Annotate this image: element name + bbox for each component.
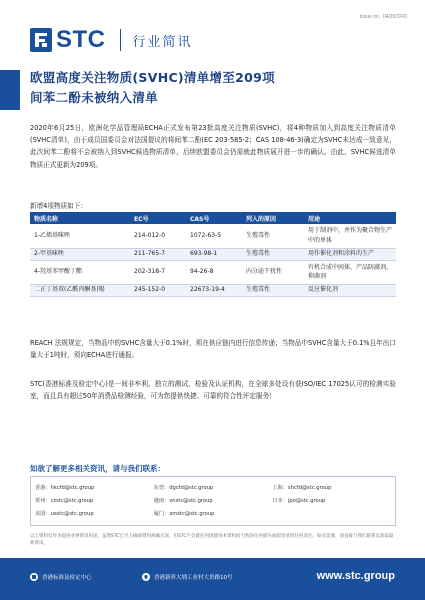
cell-reason: 生殖毒性 <box>242 248 304 260</box>
org-logo-icon <box>30 573 38 581</box>
col-header-ec: EC号 <box>130 212 186 224</box>
cell-cas: 693-98-1 <box>186 248 242 260</box>
cell-use: 有机合成中间体，产品防腐剂、抑菌剂 <box>304 260 396 284</box>
contact-email-link[interactable]: 美国：usstc@stc.group <box>35 511 94 517</box>
intro-paragraph: 2020年6月25日，欧洲化学品管理局ECHA正式发布第23批高度关注物质(SVHC)，将4种物质加入到高度关注物质清单(SVHC清单)，由于成员国委员会对法国提议的将间苯二酚(EC 203-585-2；CAS 108-46-3)确定为SVHC未达成一致意见，此次间苯二酚将不会被纳入到SVHC候选物质清单，后续欧盟委员会仍需就此物质展开进一步的确认。由此，SVHC候选清单物质正式更新为209项。 <box>30 124 396 169</box>
section-title: 行业简讯 <box>132 34 193 50</box>
cell-name: 二正丁基双(乙酰丙酮基)锡 <box>30 284 130 296</box>
cell-reason: 内分泌干扰性 <box>242 260 304 284</box>
footer <box>0 558 425 600</box>
page-title-line-1: 欧盟高度关注物质(SVHC)清单增至209项 <box>30 70 275 85</box>
footer-address <box>142 573 233 581</box>
footer-address-text: 香港新界大埔工业村大贵路10号 <box>154 575 233 581</box>
disclaimer: 以上资料仅作为提供业界资讯用途。虽然STC已尽力确保资料准确无误，但STC不会就任何因使用本资料而引致的任何损失或损害承担任何责任。如有需要，请直接与我们联系以获取最新资讯。 <box>30 534 394 547</box>
cell-cas: 1072-63-5 <box>186 224 242 248</box>
cell-use: 用于制剂中，并作为聚合物生产中的单体 <box>304 224 396 248</box>
cell-use: 反应催化剂 <box>304 284 396 296</box>
stc-logo-icon <box>30 28 52 52</box>
contact-row <box>35 494 391 507</box>
col-header-name: 物质名称 <box>30 212 130 224</box>
title-band <box>0 68 425 112</box>
cell-ec: 245-152-0 <box>130 284 186 296</box>
contact-email-link[interactable]: 越南：vnstc@stc.group <box>153 498 213 504</box>
footer-org-name: 香港标准及检定中心 <box>42 575 92 581</box>
table-row <box>30 224 396 248</box>
cell-reason: 生殖毒性 <box>242 224 304 248</box>
cell-name: 4-羟基苯甲酸丁酯 <box>30 260 130 284</box>
table-row <box>30 260 396 284</box>
substances-table <box>30 212 396 297</box>
title-accent-bar <box>0 70 20 110</box>
contact-title: 如欲了解更多相关资讯，请与我们联系： <box>30 464 165 473</box>
contact-email-link[interactable]: 常州：czstc@stc.group <box>35 498 94 504</box>
cell-ec: 211-765-7 <box>130 248 186 260</box>
table-header-row <box>30 212 396 224</box>
table-row <box>30 248 396 260</box>
col-header-reason: 列入的原因 <box>242 212 304 224</box>
table-row <box>30 284 396 296</box>
col-header-cas: CAS号 <box>186 212 242 224</box>
cell-cas: 22673-19-4 <box>186 284 242 296</box>
contact-email-link[interactable]: 上海：shcfd@stc.group <box>272 485 332 491</box>
contact-email-link[interactable]: 香港：hkcfd@stc.group <box>35 485 95 491</box>
cell-cas: 94-26-8 <box>186 260 242 284</box>
cell-ec: 214-012-0 <box>130 224 186 248</box>
page-title-line-2: 间苯二酚未被纳入清单 <box>30 90 159 105</box>
cell-ec: 202-318-7 <box>130 260 186 284</box>
col-header-use: 用途 <box>304 212 396 224</box>
website-link[interactable]: www.stc.group <box>316 570 395 582</box>
header <box>30 26 400 54</box>
new-substances-label: 新增4项物质如下： <box>30 202 87 210</box>
contact-box <box>30 476 396 526</box>
cell-reason: 生殖毒性 <box>242 284 304 296</box>
contact-email-link[interactable]: 日本：jpo@stc.group <box>272 498 326 504</box>
cell-name: 1-乙烯基咪唑 <box>30 224 130 248</box>
footer-org <box>30 573 92 581</box>
cell-name: 2-甲基咪唑 <box>30 248 130 260</box>
location-pin-icon <box>142 573 150 581</box>
contact-row <box>35 507 391 520</box>
issue-number: Issue no.: 04/20/CFD <box>359 14 407 20</box>
contact-row <box>35 481 391 494</box>
logo-text: STC <box>56 26 106 53</box>
header-divider <box>120 29 121 51</box>
contact-email-link[interactable]: 东莞：dgcfd@stc.group <box>153 485 214 491</box>
contact-email-link[interactable]: 厦门：xmstc@stc.group <box>153 511 215 517</box>
stc-intro-paragraph: STC(香港标准及检定中心)是一间非牟利、独立的测试、检验及认证机构，在全球多处设有获ISO/IEC 17025认可的检测实验室，而且具有超过50年消费品检测经验，可为您提供快捷、可靠的符合性评定服务！ <box>30 380 396 401</box>
contact-grid <box>35 481 391 520</box>
cell-use: 用作催化剂和涂料的生产 <box>304 248 396 260</box>
reach-paragraph: REACH 法规规定，当物品中的SVHC含量大于0.1%时，须在供应链内进行信息传递；当物品中SVHC含量大于0.1%且年出口量大于1吨时，须向ECHA进行通报。 <box>30 339 396 360</box>
